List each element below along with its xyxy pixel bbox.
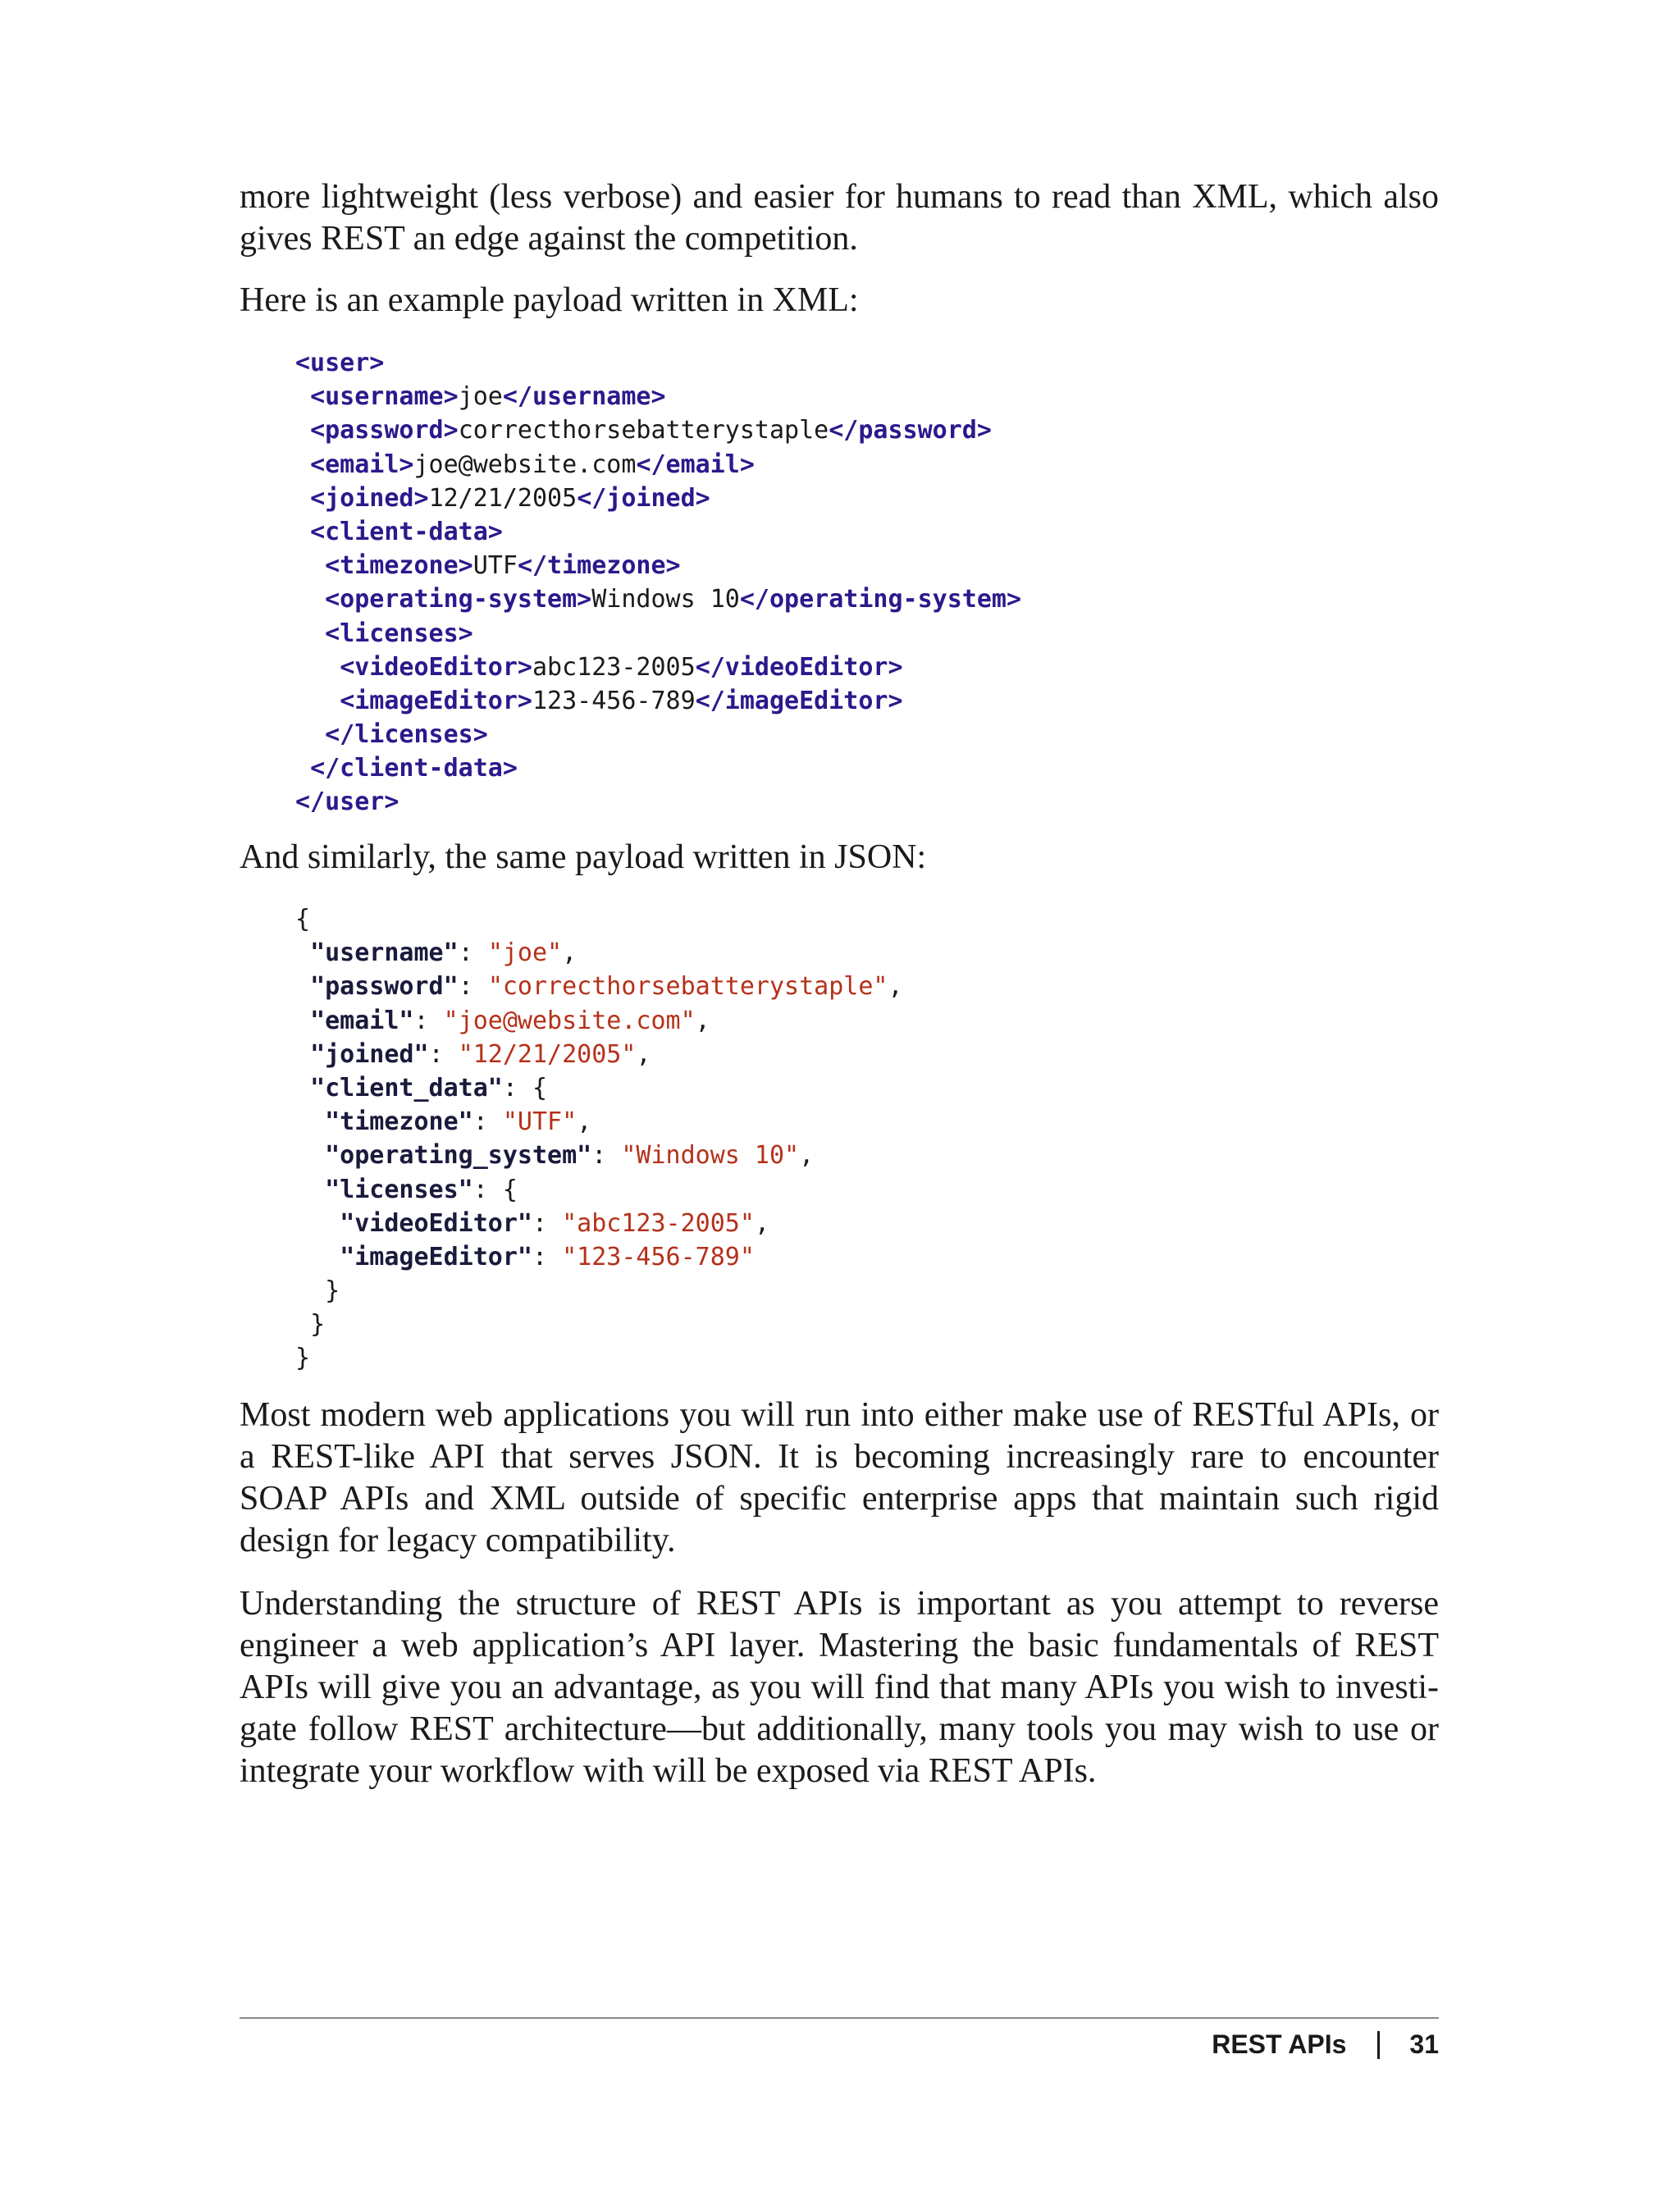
json-colon: : xyxy=(532,1242,563,1271)
json-string-value: "correcthorsebatterystaple" xyxy=(487,972,888,1002)
xml-close-tag: </imageEditor> xyxy=(695,686,903,715)
json-code-block xyxy=(295,902,903,1376)
json-key: "licenses" xyxy=(325,1175,473,1204)
paragraph-xml-lead: Here is an example payload written in XML: xyxy=(240,281,859,319)
json-code-line xyxy=(295,1139,903,1172)
xml-code-line xyxy=(295,380,1021,413)
xml-open-tag: <email> xyxy=(310,450,414,479)
xml-open-tag: </client-data> xyxy=(310,754,518,783)
xml-code-block xyxy=(295,346,1021,819)
json-punctuation: , xyxy=(577,1107,592,1137)
xml-close-tag: </email> xyxy=(636,450,755,479)
json-punctuation: { xyxy=(532,1073,548,1102)
json-key: "username" xyxy=(310,938,459,968)
xml-close-tag: </videoEditor> xyxy=(695,652,903,682)
json-key: "videoEditor" xyxy=(340,1208,532,1238)
xml-open-tag: <password> xyxy=(310,416,459,445)
footer-divider xyxy=(240,2017,1439,2019)
xml-close-tag: </timezone> xyxy=(517,551,681,581)
paragraph-json-lead: And similarly, the same payload written in JSON: xyxy=(240,838,927,876)
xml-code-line xyxy=(295,549,1021,582)
json-string-value: "UTF" xyxy=(502,1107,578,1137)
xml-code-line xyxy=(295,651,1021,684)
paragraph-intro: more lightweight (less verbose) and easier for humans to read than XML, which also gives REST an edge against the competition. xyxy=(240,178,1439,258)
json-string-value: "123-456-789" xyxy=(562,1242,755,1271)
xml-code-line xyxy=(295,718,1021,751)
json-string-value: "joe@website.com" xyxy=(443,1006,696,1035)
xml-open-tag: </licenses> xyxy=(325,720,488,750)
json-punctuation: { xyxy=(502,1175,518,1204)
json-code-line xyxy=(295,1341,903,1375)
json-code-line xyxy=(295,970,903,1003)
xml-code-line xyxy=(295,448,1021,482)
json-code-line xyxy=(295,936,903,970)
xml-text-value: 123-456-789 xyxy=(532,686,696,715)
xml-code-line xyxy=(295,482,1021,515)
json-punctuation: } xyxy=(310,1310,326,1340)
json-code-line xyxy=(295,1105,903,1139)
xml-close-tag: </password> xyxy=(829,416,992,445)
xml-code-line xyxy=(295,751,1021,785)
json-colon: : xyxy=(532,1208,563,1238)
xml-code-line xyxy=(295,346,1021,380)
xml-code-line xyxy=(295,582,1021,616)
json-code-line xyxy=(295,1308,903,1341)
json-colon: : xyxy=(472,1107,503,1137)
xml-close-tag: </joined> xyxy=(577,483,710,513)
json-colon: : xyxy=(458,938,488,968)
xml-open-tag: <videoEditor> xyxy=(340,652,532,682)
json-punctuation: , xyxy=(799,1141,815,1171)
paragraph-modern-apis: Most modern web applications you will run into either make use of RESTful APIs, or a REST-like API that serves JSON. It is becoming increasingly rare to encounter SOAP APIs and XML outside of specific enterprise apps that maintain such rigid design for legacy compatibility. xyxy=(240,1396,1439,1559)
json-code-line xyxy=(295,1274,903,1308)
json-punctuation: { xyxy=(295,905,311,934)
xml-text-value: joe@website.com xyxy=(413,450,637,479)
footer-section-title: REST APIs xyxy=(1212,2029,1347,2059)
json-punctuation: } xyxy=(295,1344,311,1373)
json-code-line xyxy=(295,1173,903,1207)
json-code-line xyxy=(295,1038,903,1071)
xml-code-line xyxy=(295,684,1021,718)
json-colon: : xyxy=(502,1073,532,1102)
xml-text-value: joe xyxy=(458,382,503,412)
xml-code-line xyxy=(295,515,1021,549)
xml-open-tag: <client-data> xyxy=(310,517,503,546)
json-key: "email" xyxy=(310,1006,414,1035)
json-colon: : xyxy=(472,1175,503,1204)
xml-text-value: abc123-2005 xyxy=(532,652,696,682)
json-code-line xyxy=(295,902,903,936)
json-key: "operating_system" xyxy=(325,1141,592,1171)
xml-close-tag: </operating-system> xyxy=(739,585,1022,614)
json-colon: : xyxy=(458,972,488,1002)
xml-text-value: Windows 10 xyxy=(591,585,740,614)
json-code-line xyxy=(295,1207,903,1240)
json-punctuation: , xyxy=(695,1006,710,1035)
json-key: "joined" xyxy=(310,1039,429,1069)
footer-separator xyxy=(1377,2031,1380,2059)
json-code-line xyxy=(295,1071,903,1105)
json-string-value: "joe" xyxy=(487,938,563,968)
json-code-line xyxy=(295,1004,903,1038)
xml-open-tag: <imageEditor> xyxy=(340,686,532,715)
json-punctuation: , xyxy=(754,1208,769,1238)
json-string-value: "Windows 10" xyxy=(621,1141,800,1171)
json-punctuation: , xyxy=(636,1039,651,1069)
xml-text-value: UTF xyxy=(472,551,518,581)
json-punctuation: , xyxy=(888,972,903,1002)
json-key: "imageEditor" xyxy=(340,1242,532,1271)
json-string-value: "12/21/2005" xyxy=(458,1039,637,1069)
xml-open-tag: <user> xyxy=(295,349,385,377)
xml-text-value: correcthorsebatterystaple xyxy=(458,416,829,445)
json-key: "password" xyxy=(310,972,459,1002)
xml-code-line xyxy=(295,617,1021,651)
xml-open-tag: <operating-system> xyxy=(325,585,592,614)
xml-code-line xyxy=(295,413,1021,447)
paragraph-understanding-rest: Understanding the structure of REST APIs is important as you attempt to reverse engineer a web application’s API layer. Mastering the basic fundamentals of REST APIs will give you an advantage, as you will find that many APIs you wish to investi-gate follow REST architecture—but additionally, many tools you may wish to use or integrate your workflow with will be exposed via REST APIs. xyxy=(240,1585,1439,1790)
xml-open-tag: <licenses> xyxy=(325,619,473,648)
page-footer xyxy=(1212,2029,1439,2060)
json-key: "client_data" xyxy=(310,1073,503,1102)
json-code-line xyxy=(295,1240,903,1274)
json-key: "timezone" xyxy=(325,1107,473,1137)
xml-open-tag: <joined> xyxy=(310,483,429,513)
xml-open-tag: <username> xyxy=(310,382,459,412)
json-punctuation: , xyxy=(562,938,578,968)
json-colon: : xyxy=(591,1141,622,1171)
xml-code-line xyxy=(295,785,1021,819)
xml-open-tag: <timezone> xyxy=(325,551,473,581)
xml-close-tag: </username> xyxy=(502,382,666,412)
json-string-value: "abc123-2005" xyxy=(562,1208,755,1238)
xml-text-value: 12/21/2005 xyxy=(428,483,578,513)
json-punctuation: } xyxy=(325,1276,340,1306)
xml-open-tag: </user> xyxy=(295,788,399,817)
footer-page-number: 31 xyxy=(1409,2029,1439,2059)
json-colon: : xyxy=(413,1006,444,1035)
json-colon: : xyxy=(428,1039,459,1069)
